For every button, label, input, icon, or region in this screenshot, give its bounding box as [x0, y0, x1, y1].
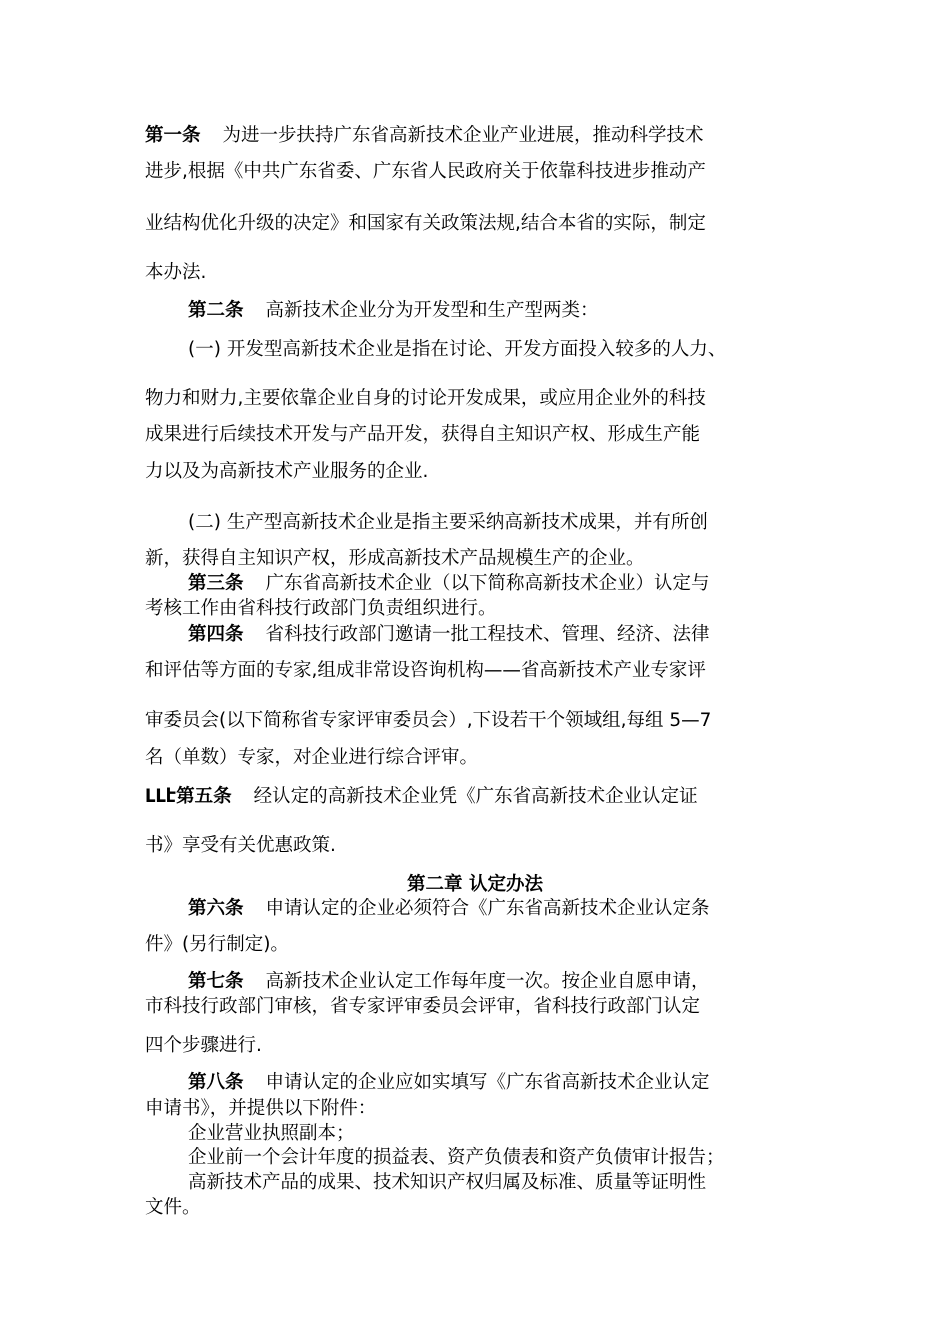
article-3-line-1: 第三条 广东省高新技术企业（以下简称高新技术企业）认定与	[188, 573, 710, 594]
article-6-line-2: 件》(另行制定)。	[145, 934, 289, 955]
article-7-line-1: 第七条 高新技术企业认定工作每年度一次。按企业自愿申请，	[188, 971, 710, 992]
article-8-list-item-3-line-2: 文件。	[145, 1197, 201, 1218]
chapter-2-heading: 第二章 认定办法	[407, 874, 543, 895]
article-2-item-2-line-2: 新，获得自主知识产权，形成高新技术产品规模生产的企业。	[145, 548, 645, 569]
article-4-line-2: 和评估等方面的专家,组成非常设咨询机构——省高新技术产业专家评	[145, 660, 706, 681]
article-5-label: 第五条	[176, 786, 232, 807]
article-6-label: 第六条	[188, 898, 244, 919]
article-8-line-2: 申请书》，并提供以下附件：	[145, 1098, 377, 1119]
article-2-item-1-line-4: 力以及为高新技术产业服务的企业.	[145, 461, 429, 482]
article-8-list-item-1: 企业营业执照副本；	[188, 1123, 355, 1144]
article-1-line-1: 第一条 为进一步扶持广东省高新技术企业产业进展，推动科学技术	[145, 125, 704, 146]
article-8-list-item-2: 企业前一个会计年度的损益表、资产负债表和资产负债审计报告；	[188, 1147, 725, 1168]
article-5-line-2: 书》享受有关优惠政策.	[145, 835, 336, 856]
article-1-line-2: 进步,根据《中共广东省委、广东省人民政府关于依靠科技进步推动产	[145, 161, 706, 182]
article-8-line-1: 第八条 申请认定的企业应如实填写《广东省高新技术企业认定	[188, 1072, 710, 1093]
article-3-label: 第三条	[188, 573, 244, 594]
article-1-line-4: 本办法.	[145, 262, 207, 283]
article-2-line-1: 第二条 高新技术企业分为开发型和生产型两类：	[188, 300, 599, 321]
article-7-label: 第七条	[188, 971, 244, 992]
article-5-prefix: ԼԼէ	[145, 786, 177, 807]
article-8-list-item-3-line-1: 高新技术产品的成果、技术知识产权归属及标准、质量等证明性	[188, 1172, 707, 1193]
article-5-line-1: ԼԼէ第五条 经认定的高新技术企业凭《广东省高新技术企业认定证	[145, 786, 698, 807]
article-4-label: 第四条	[188, 624, 244, 645]
article-7-line-3: 四个步骤进行.	[145, 1035, 262, 1056]
article-2-item-2-line-1: (二) 生产型高新技术企业是指主要采纳高新技术成果，并有所创	[188, 512, 708, 533]
article-8-label: 第八条	[188, 1072, 244, 1093]
article-1-label: 第一条	[145, 125, 201, 146]
article-2-item-1-line-1: (一) 开发型高新技术企业是指在讨论、开发方面投入较多的人力、	[188, 339, 727, 360]
article-7-line-2: 市科技行政部门审核，省专家评审委员会评审，省科技行政部门认定	[145, 996, 701, 1017]
article-2-item-1-line-3: 成果进行后续技术开发与产品开发，获得自主知识产权、形成生产能	[145, 424, 701, 445]
article-2-item-1-line-2: 物力和财力,主要依靠企业自身的讨论开发成果，或应用企业外的科技	[145, 388, 706, 409]
article-2-label: 第二条	[188, 300, 244, 321]
article-4-line-1: 第四条 省科技行政部门邀请一批工程技术、管理、经济、法律	[188, 624, 710, 645]
article-4-line-3: 审委员会(以下简称省专家评审委员会）,下设若干个领域组,每组 5—7	[145, 710, 712, 731]
article-6-line-1: 第六条 申请认定的企业必须符合《广东省高新技术企业认定条	[188, 898, 710, 919]
article-4-line-4: 名（单数）专家，对企业进行综合评审。	[145, 747, 479, 768]
article-1-line-3: 业结构优化升级的决定》和国家有关政策法规,结合本省的实际，制定	[145, 213, 706, 234]
article-3-line-2: 考核工作由省科技行政部门负责组织进行。	[145, 598, 497, 619]
